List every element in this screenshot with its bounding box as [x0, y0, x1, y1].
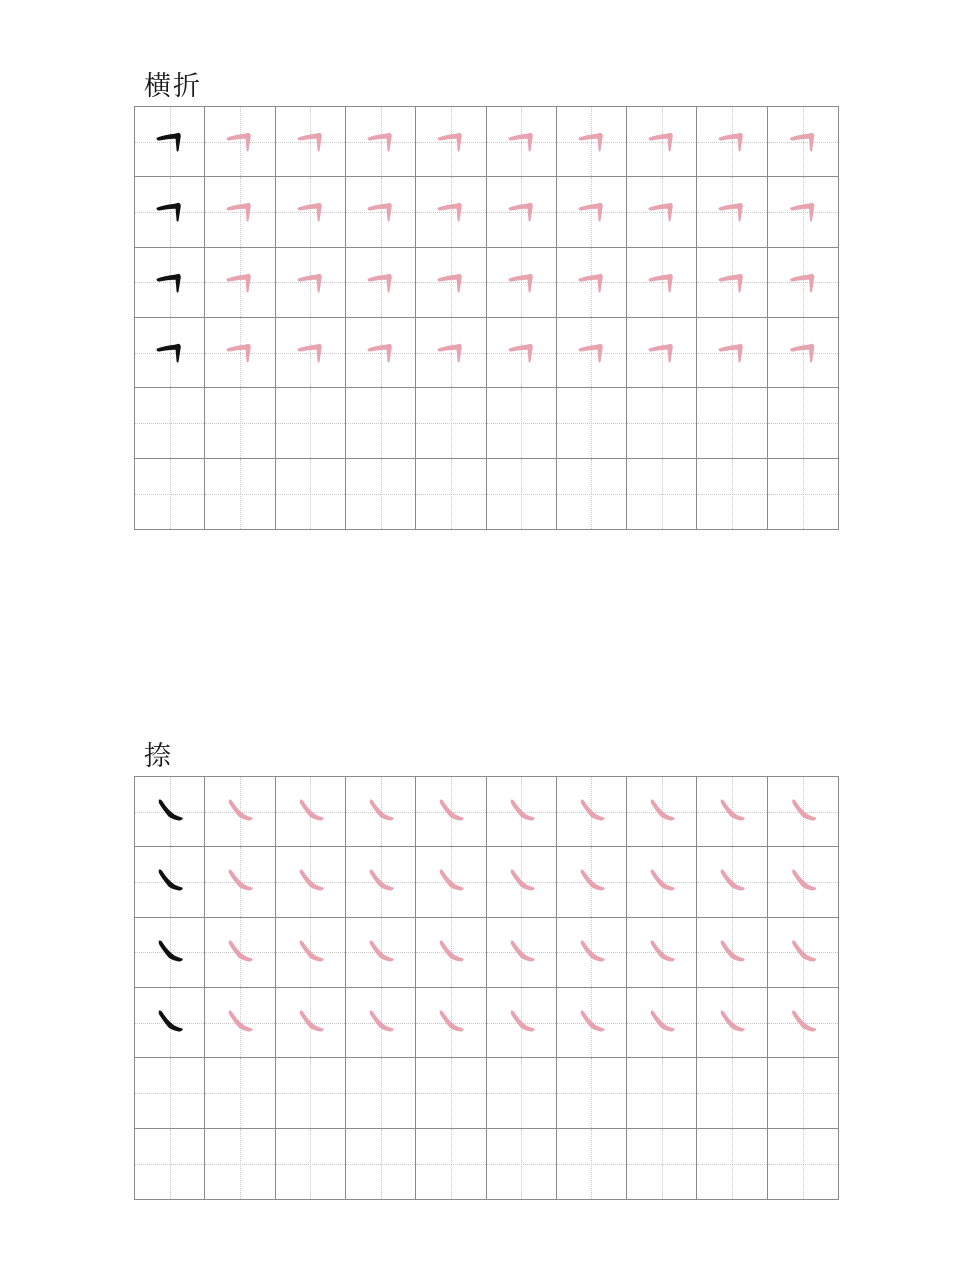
- grid-cell: [346, 388, 416, 458]
- hengzhe-stroke-icon: [135, 318, 204, 387]
- grid-cell: [557, 1058, 627, 1128]
- na-stroke-icon: [416, 918, 485, 987]
- grid-cell: [768, 388, 838, 458]
- grid-cell: [416, 918, 486, 988]
- hengzhe-stroke-icon: [697, 107, 766, 176]
- na-stroke-icon: [697, 847, 766, 916]
- grid-cell: [346, 459, 416, 529]
- hengzhe-stroke-icon: [487, 248, 556, 317]
- na-stroke-icon: [346, 777, 415, 846]
- hengzhe-stroke-icon: [416, 177, 485, 246]
- grid-cell: [135, 1129, 205, 1199]
- hengzhe-stroke-icon: [205, 318, 274, 387]
- grid-cell: [346, 847, 416, 917]
- grid-cell: [557, 459, 627, 529]
- grid-cell: [627, 388, 697, 458]
- na-stroke-icon: [487, 777, 556, 846]
- hengzhe-stroke-icon: [697, 318, 766, 387]
- grid-cell: [276, 1129, 346, 1199]
- na-stroke-icon: [768, 777, 838, 846]
- grid-cell: [416, 847, 486, 917]
- na-stroke-icon: [487, 918, 556, 987]
- grid-cell: [697, 177, 767, 247]
- grid-cell: [416, 1058, 486, 1128]
- grid-cell: [276, 459, 346, 529]
- grid-cell: [627, 1058, 697, 1128]
- hengzhe-stroke-icon: [276, 248, 345, 317]
- hengzhe-stroke-icon: [346, 318, 415, 387]
- grid-cell: [135, 459, 205, 529]
- grid-cell: [276, 248, 346, 318]
- grid-cell: [557, 1129, 627, 1199]
- grid-cell: [205, 1058, 275, 1128]
- grid-cell: [557, 177, 627, 247]
- na-stroke-icon: [557, 988, 626, 1057]
- hengzhe-stroke-icon: [487, 318, 556, 387]
- grid-cell: [768, 847, 838, 917]
- grid-cell: [768, 918, 838, 988]
- na-stroke-icon: [627, 988, 696, 1057]
- grid-cell: [697, 1058, 767, 1128]
- grid-cell: [697, 107, 767, 177]
- na-stroke-icon: [697, 988, 766, 1057]
- hengzhe-stroke-icon: [557, 248, 626, 317]
- grid-cell: [768, 777, 838, 847]
- hengzhe-stroke-icon: [627, 248, 696, 317]
- grid-cell: [768, 459, 838, 529]
- grid-cell: [557, 918, 627, 988]
- grid-cell: [135, 177, 205, 247]
- grid-cell: [768, 1058, 838, 1128]
- grid-cell: [557, 988, 627, 1058]
- grid-cell: [346, 988, 416, 1058]
- na-stroke-icon: [557, 847, 626, 916]
- na-stroke-icon: [416, 777, 485, 846]
- grid-cell: [276, 918, 346, 988]
- grid-cell: [205, 918, 275, 988]
- na-stroke-icon: [557, 777, 626, 846]
- grid-cell: [135, 847, 205, 917]
- grid-cell: [627, 107, 697, 177]
- grid-cell: [346, 107, 416, 177]
- grid-cell: [487, 918, 557, 988]
- hengzhe-stroke-icon: [416, 107, 485, 176]
- hengzhe-stroke-icon: [276, 318, 345, 387]
- grid-cell: [627, 248, 697, 318]
- grid-cell: [557, 388, 627, 458]
- hengzhe-stroke-icon: [205, 248, 274, 317]
- grid-cell: [276, 777, 346, 847]
- na-stroke-icon: [487, 988, 556, 1057]
- grid-cell: [416, 177, 486, 247]
- hengzhe-stroke-icon: [346, 248, 415, 317]
- hengzhe-stroke-icon: [135, 177, 204, 246]
- hengzhe-stroke-icon: [557, 318, 626, 387]
- grid-cell: [697, 777, 767, 847]
- hengzhe-stroke-icon: [627, 107, 696, 176]
- grid-cell: [627, 459, 697, 529]
- section-na-title: 捺: [144, 741, 173, 772]
- grid-cell: [205, 248, 275, 318]
- grid-cell: [135, 1058, 205, 1128]
- grid-cell: [697, 918, 767, 988]
- grid-cell: [205, 847, 275, 917]
- grid-cell: [416, 318, 486, 388]
- grid-cell: [487, 177, 557, 247]
- hengzhe-stroke-icon: [487, 107, 556, 176]
- grid-cell: [416, 388, 486, 458]
- grid-cell: [346, 777, 416, 847]
- grid-cell: [416, 777, 486, 847]
- na-stroke-icon: [768, 847, 838, 916]
- hengzhe-stroke-icon: [205, 177, 274, 246]
- grid-cell: [487, 847, 557, 917]
- na-stroke-icon: [135, 918, 204, 987]
- na-stroke-icon: [768, 918, 838, 987]
- na-stroke-icon: [276, 777, 345, 846]
- na-stroke-icon: [346, 918, 415, 987]
- na-stroke-icon: [205, 988, 274, 1057]
- grid-cell: [487, 318, 557, 388]
- grid-cell: [346, 1129, 416, 1199]
- hengzhe-stroke-icon: [276, 177, 345, 246]
- na-stroke-icon: [205, 918, 274, 987]
- grid-cell: [276, 388, 346, 458]
- grid-cell: [487, 248, 557, 318]
- grid-cell: [276, 318, 346, 388]
- grid-cell: [276, 1058, 346, 1128]
- hengzhe-stroke-icon: [135, 248, 204, 317]
- grid-cell: [557, 107, 627, 177]
- hengzhe-stroke-icon: [487, 177, 556, 246]
- grid-cell: [205, 459, 275, 529]
- na-stroke-icon: [627, 777, 696, 846]
- grid-cell: [697, 847, 767, 917]
- grid-cell: [627, 777, 697, 847]
- grid-cell: [768, 177, 838, 247]
- hengzhe-stroke-icon: [276, 107, 345, 176]
- na-stroke-icon: [135, 847, 204, 916]
- grid-cell: [697, 388, 767, 458]
- hengzhe-stroke-icon: [557, 177, 626, 246]
- grid-cell: [557, 248, 627, 318]
- na-stroke-icon: [135, 777, 204, 846]
- hengzhe-stroke-icon: [697, 177, 766, 246]
- grid-cell: [205, 318, 275, 388]
- na-stroke-icon: [697, 777, 766, 846]
- grid-cell: [276, 847, 346, 917]
- na-stroke-icon: [135, 988, 204, 1057]
- grid-cell: [135, 248, 205, 318]
- grid-cell: [346, 1058, 416, 1128]
- na-stroke-icon: [276, 918, 345, 987]
- na-stroke-icon: [768, 988, 838, 1057]
- section-hengzhe-title: 横折: [144, 71, 202, 102]
- grid-cell: [416, 459, 486, 529]
- hengzhe-stroke-icon: [768, 177, 838, 246]
- na-stroke-icon: [697, 918, 766, 987]
- na-stroke-icon: [627, 918, 696, 987]
- grid-cell: [205, 988, 275, 1058]
- grid-cell: [135, 918, 205, 988]
- grid-cell: [135, 107, 205, 177]
- grid-cell: [557, 318, 627, 388]
- na-stroke-icon: [416, 847, 485, 916]
- hengzhe-stroke-icon: [346, 107, 415, 176]
- grid-cell: [487, 1058, 557, 1128]
- grid-cell: [205, 107, 275, 177]
- na-stroke-icon: [205, 777, 274, 846]
- hengzhe-stroke-icon: [627, 318, 696, 387]
- grid-cell: [346, 318, 416, 388]
- hengzhe-stroke-icon: [205, 107, 274, 176]
- grid-cell: [487, 107, 557, 177]
- hengzhe-stroke-icon: [697, 248, 766, 317]
- grid-cell: [557, 847, 627, 917]
- grid-cell: [627, 847, 697, 917]
- grid-cell: [135, 318, 205, 388]
- grid-cell: [768, 318, 838, 388]
- grid-cell: [346, 918, 416, 988]
- grid-cell: [135, 777, 205, 847]
- grid-cell: [768, 248, 838, 318]
- grid-cell: [205, 1129, 275, 1199]
- practice-grid-hengzhe: [134, 106, 839, 530]
- grid-cell: [768, 107, 838, 177]
- grid-cell: [416, 1129, 486, 1199]
- grid-cell: [346, 177, 416, 247]
- grid-cell: [627, 177, 697, 247]
- na-stroke-icon: [557, 918, 626, 987]
- grid-cell: [627, 1129, 697, 1199]
- hengzhe-stroke-icon: [416, 318, 485, 387]
- grid-cell: [487, 988, 557, 1058]
- grid-cell: [276, 107, 346, 177]
- grid-cell: [697, 459, 767, 529]
- na-stroke-icon: [627, 847, 696, 916]
- hengzhe-stroke-icon: [627, 177, 696, 246]
- grid-cell: [487, 459, 557, 529]
- na-stroke-icon: [346, 847, 415, 916]
- hengzhe-stroke-icon: [135, 107, 204, 176]
- grid-cell: [487, 1129, 557, 1199]
- hengzhe-stroke-icon: [557, 107, 626, 176]
- hengzhe-stroke-icon: [768, 318, 838, 387]
- grid-cell: [205, 388, 275, 458]
- practice-grid-na: [134, 776, 839, 1200]
- grid-cell: [627, 988, 697, 1058]
- grid-cell: [416, 248, 486, 318]
- hengzhe-stroke-icon: [346, 177, 415, 246]
- na-stroke-icon: [487, 847, 556, 916]
- na-stroke-icon: [276, 988, 345, 1057]
- grid-cell: [697, 988, 767, 1058]
- grid-cell: [487, 777, 557, 847]
- hengzhe-stroke-icon: [416, 248, 485, 317]
- grid-cell: [627, 918, 697, 988]
- grid-cell: [135, 388, 205, 458]
- hengzhe-stroke-icon: [768, 107, 838, 176]
- grid-cell: [205, 777, 275, 847]
- grid-cell: [205, 177, 275, 247]
- grid-cell: [557, 777, 627, 847]
- hengzhe-stroke-icon: [768, 248, 838, 317]
- grid-cell: [768, 988, 838, 1058]
- grid-cell: [487, 388, 557, 458]
- grid-cell: [697, 248, 767, 318]
- grid-cell: [697, 1129, 767, 1199]
- grid-cell: [346, 248, 416, 318]
- grid-cell: [276, 177, 346, 247]
- na-stroke-icon: [416, 988, 485, 1057]
- grid-cell: [276, 988, 346, 1058]
- na-stroke-icon: [205, 847, 274, 916]
- na-stroke-icon: [346, 988, 415, 1057]
- na-stroke-icon: [276, 847, 345, 916]
- grid-cell: [768, 1129, 838, 1199]
- grid-cell: [627, 318, 697, 388]
- grid-cell: [416, 107, 486, 177]
- grid-cell: [135, 988, 205, 1058]
- grid-cell: [416, 988, 486, 1058]
- grid-cell: [697, 318, 767, 388]
